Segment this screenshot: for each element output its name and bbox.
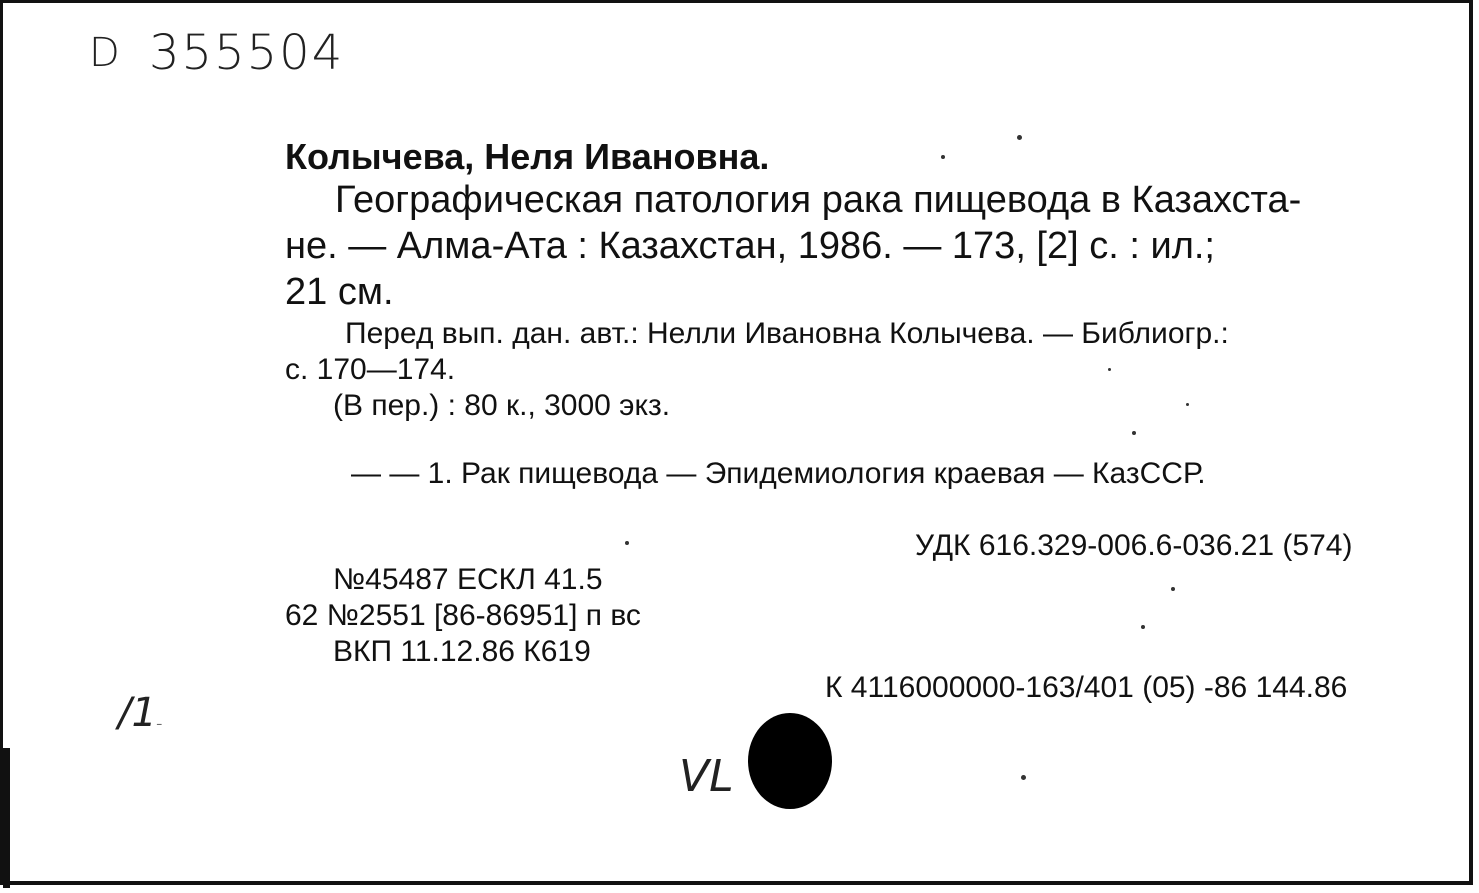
speck bbox=[1141, 625, 1145, 629]
inventory-number: 355504 bbox=[149, 25, 345, 81]
speck bbox=[941, 155, 945, 159]
speck bbox=[1186, 403, 1189, 406]
note-line-1: Перед вып. дан. авт.: Нелли Ивановна Колычева. — Библиогр.: bbox=[345, 317, 1229, 350]
record-line-1: №45487 ЕСКЛ 41.5 bbox=[333, 563, 603, 596]
title-line-1: Географическая патология рака пищевода в Казахста- bbox=[335, 179, 1302, 221]
inventory-prefix: D bbox=[89, 30, 120, 76]
catalog-code: К 4116000000-163/401 (05) -86 144.86 bbox=[825, 671, 1348, 704]
speck bbox=[625, 541, 629, 545]
speck bbox=[1171, 587, 1175, 591]
title-line-3: 21 см. bbox=[285, 271, 394, 313]
speck bbox=[1132, 431, 1136, 435]
author-heading: Колычева, Неля Ивановна. bbox=[285, 136, 770, 177]
speck bbox=[1017, 135, 1022, 140]
handwritten-dash: - bbox=[156, 713, 163, 734]
price-line: (В пер.) : 80 к., 3000 экз. bbox=[333, 389, 671, 422]
subject-heading: — — 1. Рак пищевода — Эпидемиология краевая — КазССР. bbox=[351, 457, 1206, 490]
speck bbox=[1108, 368, 1111, 371]
punch-hole bbox=[748, 713, 832, 809]
udk-code: УДК 616.329-006.6-036.21 (574) bbox=[915, 529, 1353, 562]
title-line-2: не. — Алма-Ата : Казахстан, 1986. — 173, [2] с. : ил.; bbox=[285, 225, 1215, 267]
record-line-2: 62 №2551 [86-86951] п вс bbox=[285, 599, 641, 632]
record-line-3: ВКП 11.12.86 К619 bbox=[333, 635, 591, 668]
left-edge-mark bbox=[3, 748, 10, 888]
handwritten-initials: VL bbox=[679, 751, 734, 802]
handwritten-mark-left: /1 bbox=[118, 690, 157, 736]
speck bbox=[1021, 775, 1026, 780]
note-line-2: с. 170—174. bbox=[285, 353, 456, 386]
